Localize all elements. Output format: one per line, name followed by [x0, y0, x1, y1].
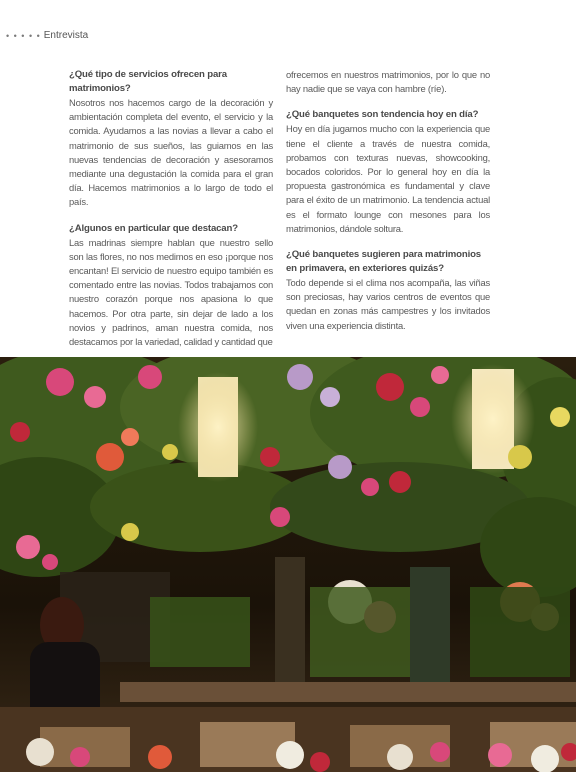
qa-block-continuation — [286, 68, 490, 96]
answer-paragraph: Nosotros nos hacemos cargo de la decoración y ambientación completa del evento, el servicio y la comida. Ayudamos a las novias a llevar a cabo el matrimonio de sus sueños, las guiamos en las nuevas tendencias de decoración y asesoramos mediante una degustación la comida para el gran día. Hacemos matrimonios a lo largo de todo el país. — [69, 97, 273, 208]
question-heading: ¿Qué tipo de servicios ofrecen para matrimonios? — [69, 69, 227, 94]
floral-banquet-illustration — [0, 357, 576, 772]
question-heading: ¿Algunos en particular que destacan? — [69, 222, 238, 234]
dotted-leader-icon: • • • • • — [6, 30, 41, 41]
answer-paragraph: Todo depende si el clima nos acompaña, las viñas son preciosas, hay varios centros de eventos que quedan en zonas más campestres y los invitados viven una experiencia distinta. — [286, 277, 490, 331]
article-column-left — [69, 68, 273, 361]
qa-block — [69, 222, 273, 350]
section-tag — [6, 30, 88, 41]
article-column-right — [286, 68, 490, 345]
answer-paragraph: ofrecemos en nuestros matrimonios, por lo que no hay nadie que se vaya con hambre (ríe). — [286, 69, 490, 95]
answer-paragraph: Las madrinas siempre hablan que nuestro sello son las flores, no nos medimos en eso ¡porque nos encantan! El servicio de nuestro equipo también es comentado entre las novias. Todos trabajamos con nuestro corazón porque nos apasiona lo que hacemos. Por otra parte, sin dejar de lado a los novios y padrinos, aman nuestra comida, nos destacamos por la variedad, calidad y cantidad que — [69, 236, 273, 348]
qa-block — [286, 248, 490, 333]
answer-paragraph: Hoy en día jugamos mucho con la experiencia que tiene el cliente a través de nuestra comida, probamos con texturas nuevas, showcooking, bocados coloridos. Por lo general hoy en día la propuesta gastronómica es fundamental y clave para el éxito de un matrimonio. La tendencia actual es el formato lounge con mesones para los matrimonios, dándole soltura. — [286, 123, 490, 234]
qa-block — [69, 68, 273, 210]
question-heading: ¿Qué banquetes sugieren para matrimonios en primavera, en exteriores quizás? — [286, 249, 481, 275]
section-label: Entrevista — [43, 30, 89, 41]
question-heading: ¿Qué banquetes son tendencia hoy en día? — [286, 109, 479, 121]
floral-banquet-photo — [0, 357, 576, 772]
qa-block — [286, 108, 490, 236]
